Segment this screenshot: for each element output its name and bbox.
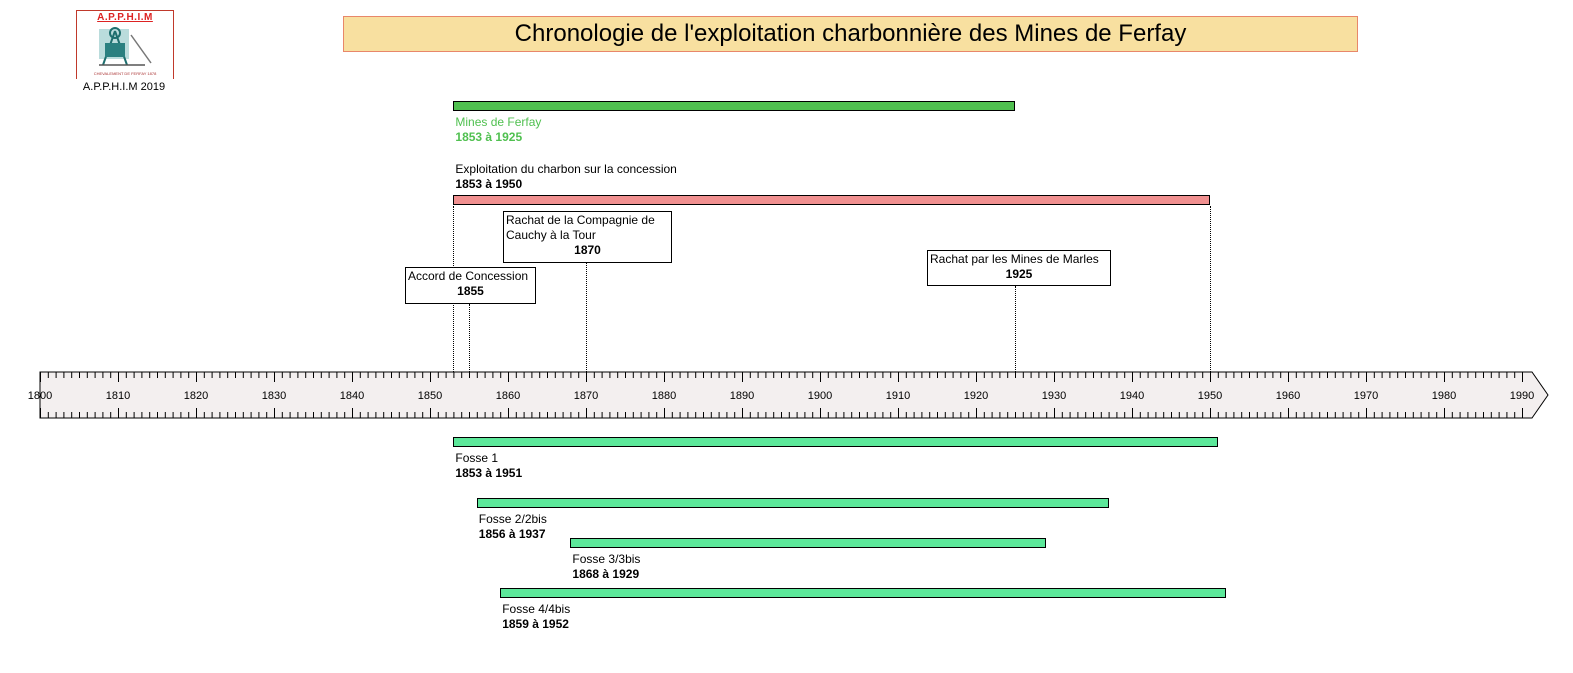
label-exploitation [455,162,676,192]
axis-label-1900: 1900 [807,390,833,402]
axis-label-1860: 1860 [495,390,521,402]
logo-title: A.P.P.H.I.M [97,12,153,23]
axis-label-1880: 1880 [651,390,677,402]
label-fosse-3-range: 1868 à 1929 [572,567,640,581]
label-fosse-1 [455,451,522,481]
axis-label-1830: 1830 [261,390,287,402]
axis-label-1840: 1840 [339,390,365,402]
axis-label-1950: 1950 [1197,390,1223,402]
axis-label-1930: 1930 [1041,390,1067,402]
axis-label-1800: 1800 [27,390,53,402]
label-mines-range: 1853 à 1925 [455,130,523,144]
axis-label-1970: 1970 [1353,390,1379,402]
mine-headframe-icon [95,25,155,71]
axis-label-1940: 1940 [1119,390,1145,402]
label-exploitation-range: 1853 à 1950 [455,177,523,191]
bar-mines-de-ferfay [453,101,1015,111]
event-accord-year: 1855 [457,284,484,298]
bar-fosse-3-3bis [570,538,1046,548]
label-exploitation-name: Exploitation du charbon sur la concession [455,162,677,176]
dropline-1950 [1210,206,1211,372]
event-accord-de-concession [405,267,536,304]
label-fosse-1-range: 1853 à 1951 [455,466,523,480]
logo [76,10,174,79]
dropline-1870 [586,263,587,372]
event-cauchy-text: Rachat de la Compagnie de Cauchy à la Tour [506,213,655,242]
label-fosse-4-range: 1859 à 1952 [502,617,569,631]
axis-label-1920: 1920 [963,390,989,402]
axis-label-1850: 1850 [417,390,443,402]
bar-fosse-1 [453,437,1217,447]
bar-fosse-2-2bis [477,498,1109,508]
label-fosse-2-name: Fosse 2/2bis [478,512,547,526]
event-rachat-marles [927,250,1111,286]
label-mines-name: Mines de Ferfay [455,115,542,129]
page-title: Chronologie de l'exploitation charbonnière des Mines de Ferfay [343,16,1358,52]
label-fosse-3-3bis [572,552,640,582]
label-fosse-4-name: Fosse 4/4bis [502,602,571,616]
bar-fosse-4-4bis [500,588,1225,598]
label-mines-de-ferfay [455,115,541,145]
axis-label-1910: 1910 [885,390,911,402]
axis-label-1810: 1810 [105,390,131,402]
logo-caption: A.P.P.H.I.M 2019 [82,81,166,93]
label-fosse-2-2bis [479,512,547,542]
axis-label-1890: 1890 [729,390,755,402]
label-fosse-1-name: Fosse 1 [455,451,499,465]
label-fosse-2-range: 1856 à 1937 [478,527,546,541]
timeline-axis [0,360,1573,430]
axis-label-1960: 1960 [1275,390,1301,402]
event-marles-year: 1925 [1005,267,1033,281]
event-marles-text: Rachat par les Mines de Marles [930,252,1099,266]
axis-label-1980: 1980 [1431,390,1457,402]
label-fosse-4-4bis [502,602,570,632]
axis-label-1990: 1990 [1509,390,1535,402]
logo-tagline: CHEVALEMENT DE FERFAY 1878 [93,71,157,76]
event-rachat-cauchy [503,211,672,263]
bar-exploitation [453,195,1210,205]
event-cauchy-year: 1870 [574,243,601,257]
axis-label-1870: 1870 [573,390,599,402]
axis-label-1820: 1820 [183,390,209,402]
event-accord-text: Accord de Concession [408,269,529,283]
label-fosse-3-name: Fosse 3/3bis [572,552,641,566]
